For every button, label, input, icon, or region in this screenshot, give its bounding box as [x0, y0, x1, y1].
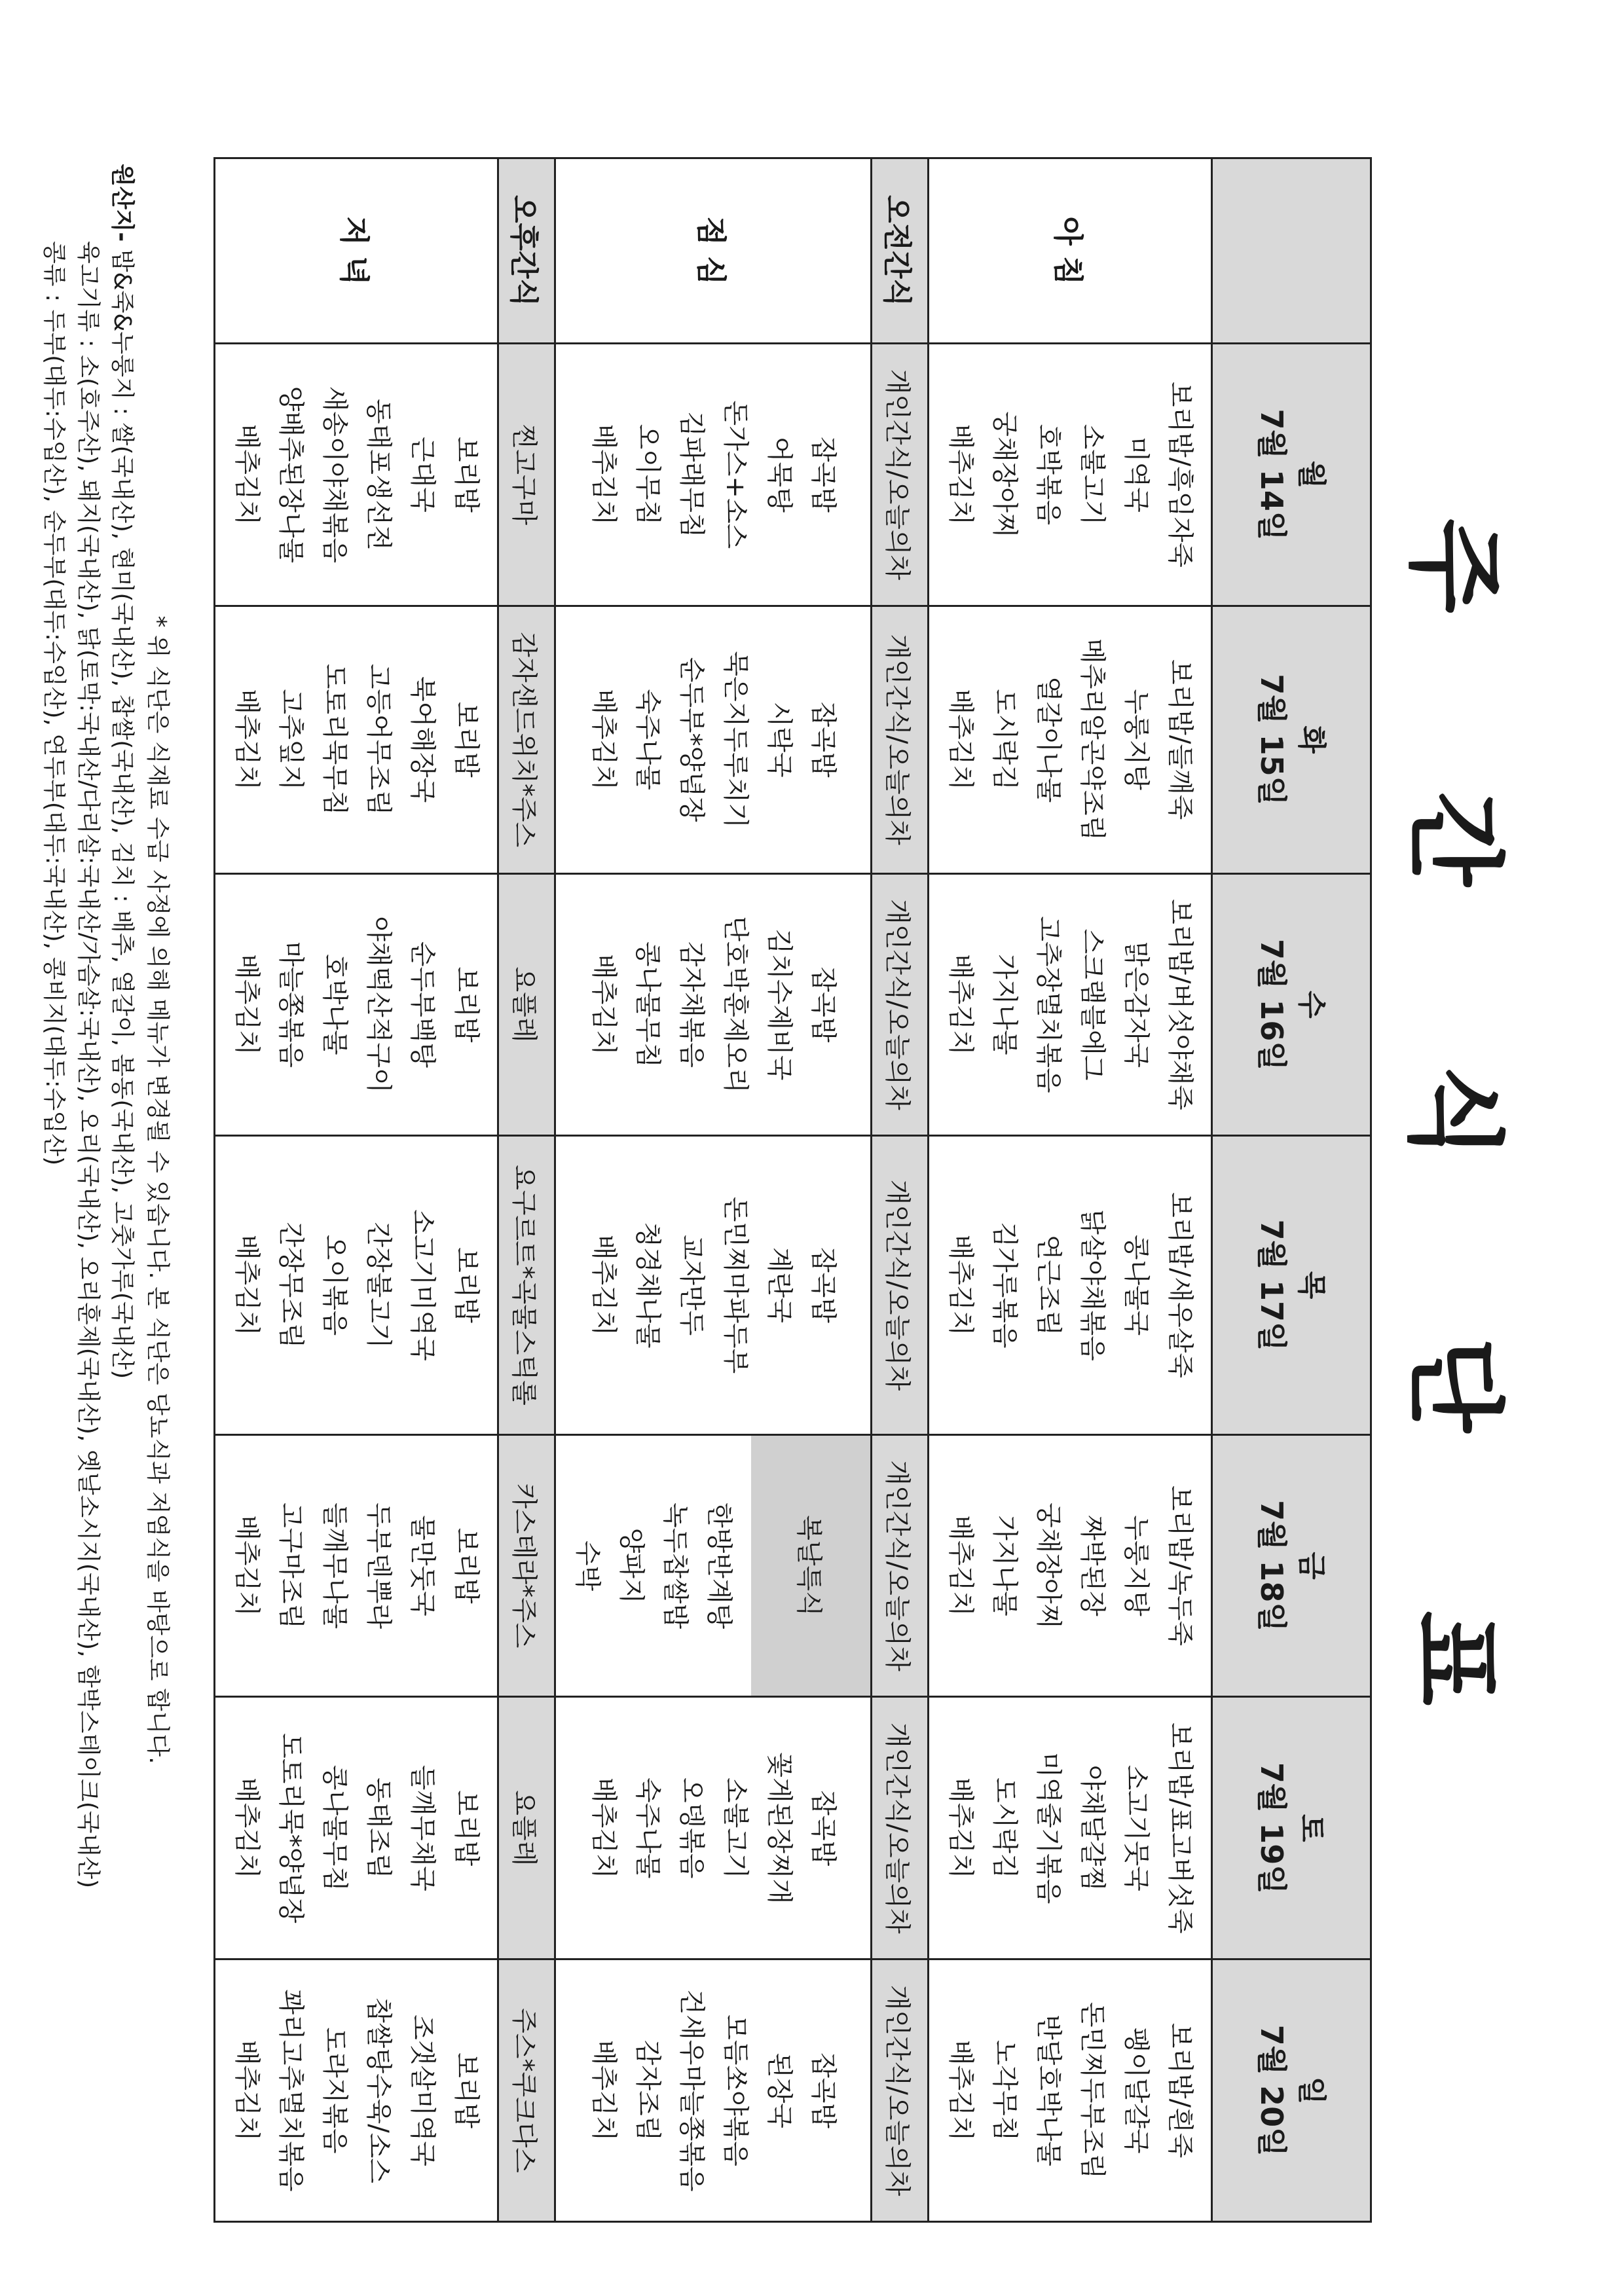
afternoon-snack-thu: 요구르트*곡물스틱롤	[498, 1136, 555, 1434]
breakfast-sun: 보리밥/흰죽 팽이달걀국 돈민찌두부조림 반달호박나물 노각무침 배추김치	[929, 1959, 1212, 2222]
dinner-sun: 보리밥 조갯살미역국 찹쌀탕수육/소스 도라지볶음 꽈리고추멸치볶음 배추김치	[215, 1959, 498, 2222]
afternoon-snack-wed: 요플레	[498, 873, 555, 1136]
lunch-fri: 복날특식 한방반계탕 녹두찹쌀밥 양파지 수박	[555, 1434, 872, 1697]
breakfast-label: 아 침	[929, 158, 1212, 344]
menu-change-note: * 위 식단은 식재료 수급 사정에 의해 메뉴가 변경될 수 있습니다. 본 식단은 당뇨식과 저염식을 바탕으로 합니다.	[144, 615, 171, 1764]
dinner-sat: 보리밥 들깨무채국 동태조림 콩나물무침 도토리묵*양념장 배추김치	[215, 1697, 498, 1959]
morning-snack-fri: 개인간식/오늘의차	[872, 1434, 929, 1697]
afternoon-snack-mon: 찐고구마	[498, 344, 555, 606]
dinner-mon: 보리밥 근대국 동태포생선전 새송이야채볶음 양배추된장나물 배추김치	[215, 344, 498, 606]
breakfast-wed: 보리밥/버섯야채죽 맑은감자국 스크램블에그 고추장멸치볶음 가지나물 배추김치	[929, 873, 1212, 1136]
morning-snack-tue: 개인간식/오늘의차	[872, 606, 929, 873]
afternoon-snack-row	[498, 158, 555, 2222]
morning-snack-thu: 개인간식/오늘의차	[872, 1136, 929, 1434]
lunch-label: 점 심	[555, 158, 872, 344]
afternoon-snack-tue: 감자샌드위치*주스	[498, 606, 555, 873]
page-title: 주 간 식 단 표	[1397, 518, 1511, 1778]
dinner-tue: 보리밥 북어해장국 고등어무조림 도토리묵무침 고추잎지 배추김치	[215, 606, 498, 873]
special-meal-label: 복날특식	[751, 1435, 870, 1697]
morning-snack-row	[872, 158, 929, 2222]
dinner-wed: 보리밥 순두부백탕 야채떡산적구이 호박나물 마늘쫑볶음 배추김치	[215, 873, 498, 1136]
day-header-mon: 월 7월 14일	[1212, 344, 1371, 606]
day-header-row	[1212, 158, 1371, 2222]
corner-cell	[1212, 158, 1371, 344]
day-header-tue: 화 7월 15일	[1212, 606, 1371, 873]
origin-line-1: 원산지- 밥&죽&누룽지 : 쌀(국내산), 현미(국내산), 찹쌀(국내산), 김치 : 배추, 열갈이, 봄동(국내산), 고춧가루(국내산)	[109, 164, 136, 1379]
morning-snack-sat: 개인간식/오늘의차	[872, 1697, 929, 1959]
afternoon-snack-label: 오후간식	[498, 158, 555, 344]
afternoon-snack-sat: 요플레	[498, 1697, 555, 1959]
breakfast-fri: 보리밥/녹두죽 누룽지탕 짜박된장 궁채장아찌 가지나물 배추김치	[929, 1434, 1212, 1697]
lunch-thu: 잡곡밥 계란국 돈민찌마파두부 교자만두 청경채나물 배추김치	[555, 1136, 872, 1434]
afternoon-snack-sun: 주스*쿠크다스	[498, 1959, 555, 2222]
day-header-thu: 목 7월 17일	[1212, 1136, 1371, 1434]
morning-snack-mon: 개인간식/오늘의차	[872, 344, 929, 606]
dinner-fri: 보리밥 물만둣국 두부덴뿌라 들깨무나물 고구마조림 배추김치	[215, 1434, 498, 1697]
weekly-menu-table	[213, 157, 1372, 2223]
lunch-sat: 잡곡밥 꽃게된장찌개 소불고기 오뎅볶음 숙주나물 배추김치	[555, 1697, 872, 1959]
lunch-row	[555, 158, 872, 2222]
breakfast-sat: 보리밥/표고버섯죽 소고기뭇국 야채달걀찜 미역줄기볶음 도시락김 배추김치	[929, 1697, 1212, 1959]
breakfast-tue: 보리밥/들깨죽 누룽지탕 메추리알곤약조림 열갈이나물 도시락김 배추김치	[929, 606, 1212, 873]
breakfast-mon: 보리밥/흑임자죽 미역국 소불고기 호박볶음 궁채장아찌 배추김치	[929, 344, 1212, 606]
origin-line-2: 육고기류 : 소(호주산), 돼지(국내산), 닭(토막:국내산/다리살:국내산/가슴살:국내산), 오리(국내산), 오리훈제(국내산), 옛날소시지(국내산), 함박스테이크(국내산)	[75, 241, 101, 1889]
dinner-label: 저 녁	[215, 158, 498, 344]
breakfast-row	[929, 158, 1212, 2222]
morning-snack-sun: 개인간식/오늘의차	[872, 1959, 929, 2222]
day-header-fri: 금 7월 18일	[1212, 1434, 1371, 1697]
origin-label: 원산지-	[109, 164, 136, 242]
day-header-wed: 수 7월 16일	[1212, 873, 1371, 1136]
lunch-tue: 잡곡밥 시락국 묵은지두루치기 순두부*양념장 숙주나물 배추김치	[555, 606, 872, 873]
morning-snack-label: 오전간식	[872, 158, 929, 344]
lunch-wed: 잡곡밥 김치수제비국 단호박훈제오리 감자채볶음 콩나물무침 배추김치	[555, 873, 872, 1136]
morning-snack-wed: 개인간식/오늘의차	[872, 873, 929, 1136]
breakfast-thu: 보리밥/새우살죽 콩나물국 닭살야채볶음 연근조림 김가루볶음 배추김치	[929, 1136, 1212, 1434]
day-header-sun: 일 7월 20일	[1212, 1959, 1371, 2222]
origin-line-3: 콩류 : 두부(대두:수입산), 순두부(대두:수입산), 연두부(대두:국내산), 콩비지(대두:수입산)	[41, 241, 67, 1166]
lunch-mon: 잡곡밥 어묵탕 돈가스+소스 김파래무침 오이무침 배추김치	[555, 344, 872, 606]
afternoon-snack-fri: 카스테라*주스	[498, 1434, 555, 1697]
lunch-sun: 잡곡밥 된장국 모듬쏘야볶음 건새우마늘쫑볶음 감자조림 배추김치	[555, 1959, 872, 2222]
day-header-sat: 토 7월 19일	[1212, 1697, 1371, 1959]
dinner-row	[215, 158, 498, 2222]
origin-info	[37, 164, 139, 2246]
dinner-thu: 보리밥 소고기미역국 간장불고기 오이볶음 간장무조림 배추김치	[215, 1136, 498, 1434]
